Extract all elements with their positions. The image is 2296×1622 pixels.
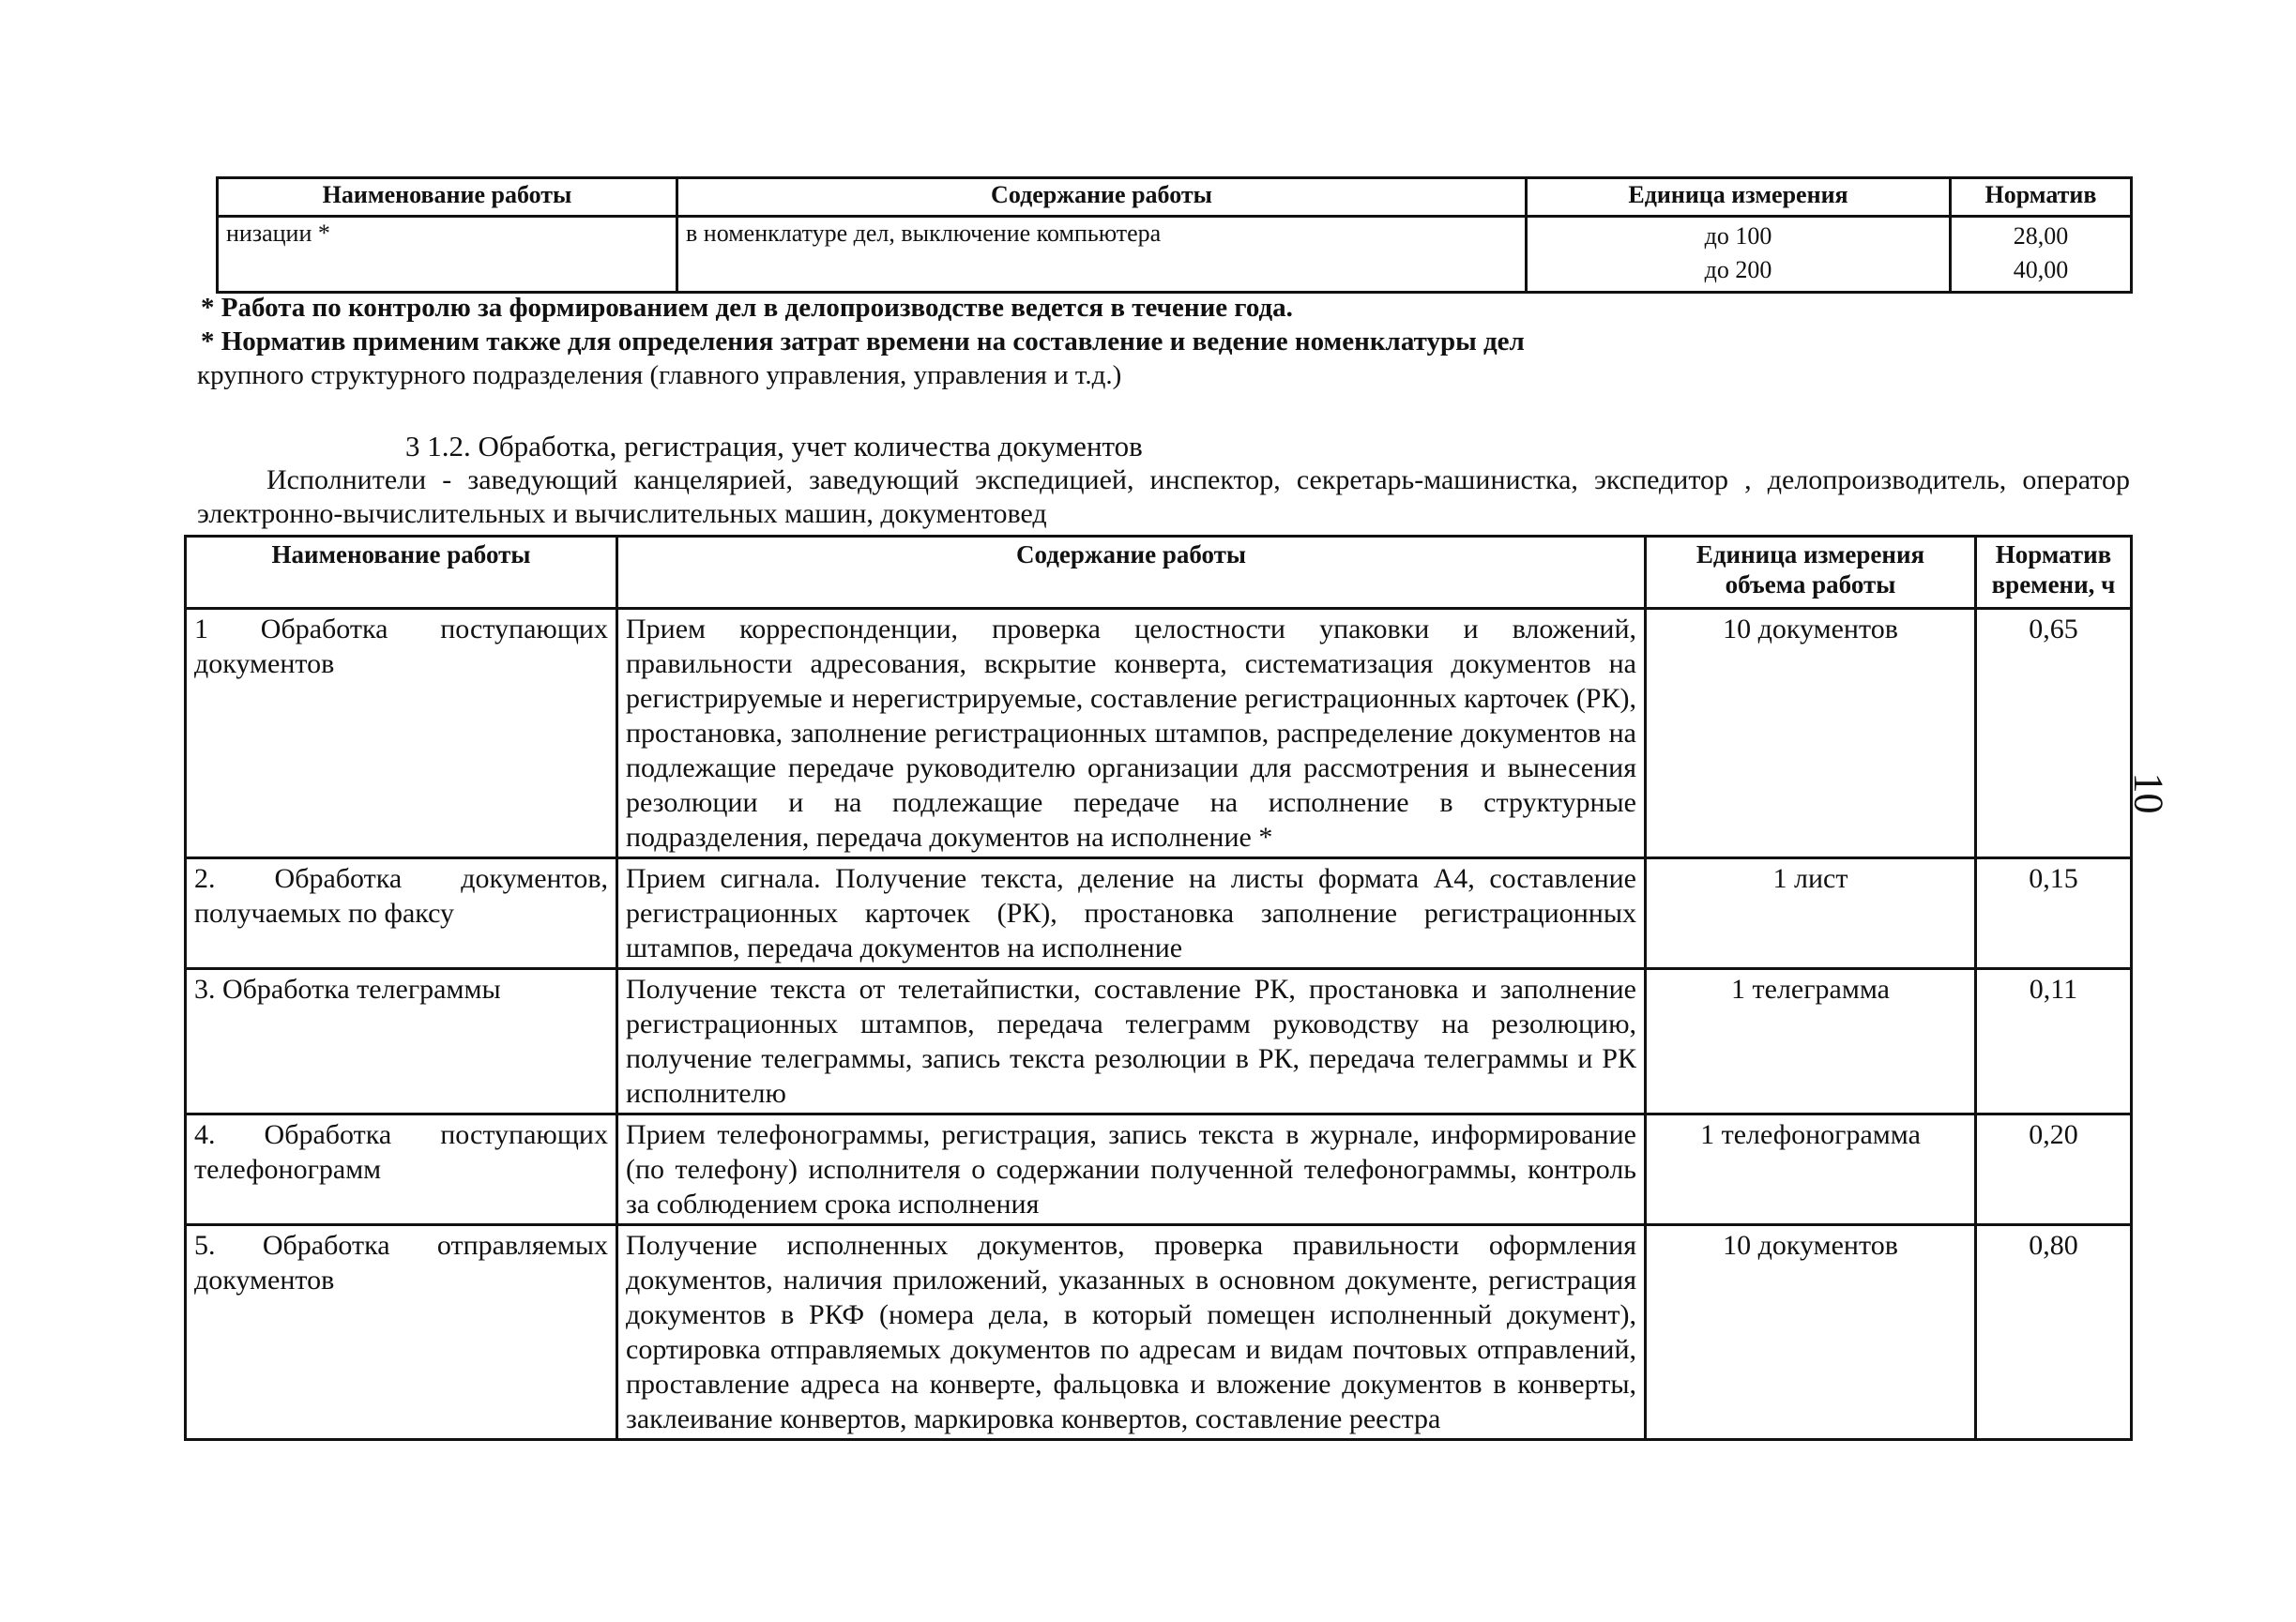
page-number: 10	[2125, 772, 2172, 814]
cell-norm: 0,80	[1976, 1225, 2132, 1440]
cell-unit: 10 документов	[1646, 1225, 1976, 1440]
table-row	[186, 858, 2132, 969]
cell-name: 1 Обработка поступающих документов	[186, 609, 617, 858]
continuation-table-header	[218, 178, 2132, 217]
cell-content: Прием телефонограммы, регистрация, запись текста в журнале, информирование (по телефону) исполнителя о содержании полученной телефонограммы, контроль за соблюдением срока исполнения	[617, 1114, 1646, 1225]
table-row	[186, 609, 2132, 858]
cell-norm: 0,20	[1976, 1114, 2132, 1225]
cell-content: Получение текста от телетайпистки, составление РК, простановка и заполнение регистрационных штампов, передача телеграмм руководству на резолюцию, получение телеграммы, запись текста резолюции в РК, передача телеграммы и РК исполнителю	[617, 969, 1646, 1114]
table-row	[186, 1114, 2132, 1225]
cell-name: низации *	[218, 217, 677, 293]
cell-name: 4. Обработка поступающих телефонограмм	[186, 1114, 617, 1225]
cell-norm: 0,15	[1976, 858, 2132, 969]
col-header-norm: Норматив	[1951, 178, 2132, 217]
cell-norm: 0,11	[1976, 969, 2132, 1114]
col-header-name: Наименование работы	[186, 537, 617, 609]
cell-name: 3. Обработка телеграммы	[186, 969, 617, 1114]
executors-paragraph: Исполнители - заведующий канцелярией, заведующий экспедицией, инспектор, секретарь-машинистка, экспедитор , делопроизводитель, оператор электронно-вычислительных и вычислительных машин, документовед	[197, 464, 2130, 529]
col-header-unit: Единица измерения объема работы	[1646, 537, 1976, 609]
col-header-unit: Единица измерения	[1527, 178, 1951, 217]
cell-unit: 1 лист	[1646, 858, 1976, 969]
section-heading: 3 1.2. Обработка, регистрация, учет количества документов	[405, 430, 1143, 462]
cell-content: Получение исполненных документов, проверка правильности оформления документов, наличия приложений, указанных в основном документе, регистрация документов в РКФ (номера дела, в который помещен исполненный документ), сортировка отправляемых документов по адресам и видам почтовых отправлений, проставление адреса на конверте, фальцовка и вложение документов в конверты, заклеивание конвертов, маркировка конвертов, составление реестра	[617, 1225, 1646, 1440]
cell-content: Прием корреспонденции, проверка целостности упаковки и вложений, правильности адресования, вскрытие конверта, систематизация документов на регистрируемые и нерегистрируемые, составление регистрационных карточек (РК), простановка, заполнение регистрационных штампов, распределение документов на подлежащие передаче руководителю организации для рассмотрения и вынесения резолюции и на подлежащие передаче на исполнение в структурные подразделения, передача документов на исполнение *	[617, 609, 1646, 858]
cell-unit	[1527, 217, 1951, 293]
table-row	[186, 1225, 2132, 1440]
table-row	[186, 969, 2132, 1114]
unit-value: до 100	[1704, 222, 1772, 250]
cell-content: в номенклатуре дел, выключение компьютера	[677, 217, 1527, 293]
continuation-table	[216, 176, 2133, 294]
cell-unit: 10 документов	[1646, 609, 1976, 858]
norm-value: 28,00	[2013, 222, 2069, 250]
cell-unit: 1 телефонограмма	[1646, 1114, 1976, 1225]
cell-name: 5. Обработка отправляемых документов	[186, 1225, 617, 1440]
footnote: * Работа по контролю за формированием дел в делопроизводстве ведется в течение года.	[201, 293, 1293, 323]
col-header-name: Наименование работы	[218, 178, 677, 217]
norms-table	[184, 535, 2133, 1441]
col-header-content: Содержание работы	[677, 178, 1527, 217]
cell-content: Прием сигнала. Получение текста, деление на листы формата А4, составление регистрационных карточек (РК), простановка заполнение регистрационных штампов, передача документов на исполнение	[617, 858, 1646, 969]
cell-name: 2. Обработка документов, получаемых по факсу	[186, 858, 617, 969]
unit-value: до 200	[1704, 256, 1772, 283]
cell-norm	[1951, 217, 2132, 293]
norm-value: 40,00	[2013, 256, 2069, 283]
footnote: * Норматив применим также для определения затрат времени на составление и ведение номенклатуры дел	[201, 326, 1525, 356]
table-row	[218, 217, 2132, 293]
col-header-content: Содержание работы	[617, 537, 1646, 609]
cell-norm: 0,65	[1976, 609, 2132, 858]
cell-unit: 1 телеграмма	[1646, 969, 1976, 1114]
norms-table-header	[186, 537, 2132, 609]
footnote-continued: крупного структурного подразделения (главного управления, управления и т.д.)	[197, 360, 1122, 390]
col-header-norm: Норматив времени, ч	[1976, 537, 2132, 609]
